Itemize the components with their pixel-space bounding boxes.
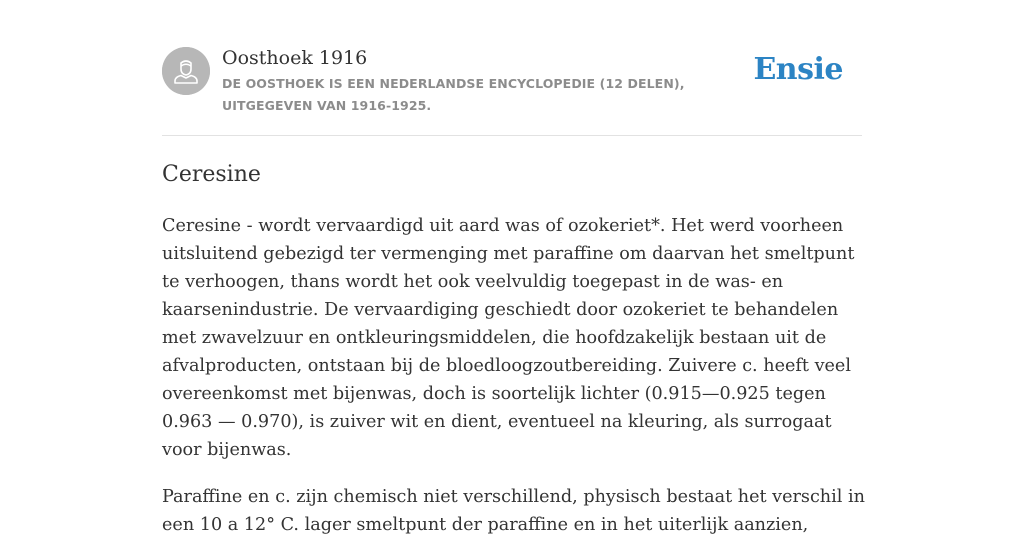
header-divider (162, 135, 862, 136)
source-description: DE OOSTHOEK IS EEN NEDERLANDSE ENCYCLOPEDIE (12 DELEN), UITGEGEVEN VAN 1916-1925. (222, 76, 685, 113)
article-paragraph: Paraffine en c. zijn chemisch niet verschillend, physisch bestaat het verschil in een 10 a 12° C. lager smeltpunt der paraffine en in het uiterlijk aanzien, (162, 487, 865, 535)
user-avatar-icon (162, 47, 210, 95)
article-title: Ceresine (162, 162, 261, 187)
article-body (162, 212, 870, 558)
source-header (162, 46, 862, 136)
ensie-logo-link[interactable]: Ensie (753, 52, 843, 87)
article-paragraph: Ceresine - wordt vervaardigd uit aard was of ozokeriet*. Het werd voorheen uitsluitend gebezigd ter vermenging met paraffine om daarvan het smeltpunt te verhoogen, thans wordt het ook veelvuldig toegepast in de was- en kaarsenindustrie. De vervaardiging geschiedt door ozokeriet te behandelen met zwavelzuur en ontkleuringsmiddelen, die hoofdzakelijk bestaan uit de afvalproducten, ontstaan bij de bloedloogzoutbereiding. Zuivere c. heeft veel overeenkomst met bijenwas, doch is soortelijk lichter (0.915—0.925 tegen 0.963 — 0.970), is zuiver wit en dient, eventueel na kleuring, als surrogaat voor bijenwas. (162, 216, 855, 460)
source-title[interactable]: Oosthoek 1916 (222, 47, 368, 69)
